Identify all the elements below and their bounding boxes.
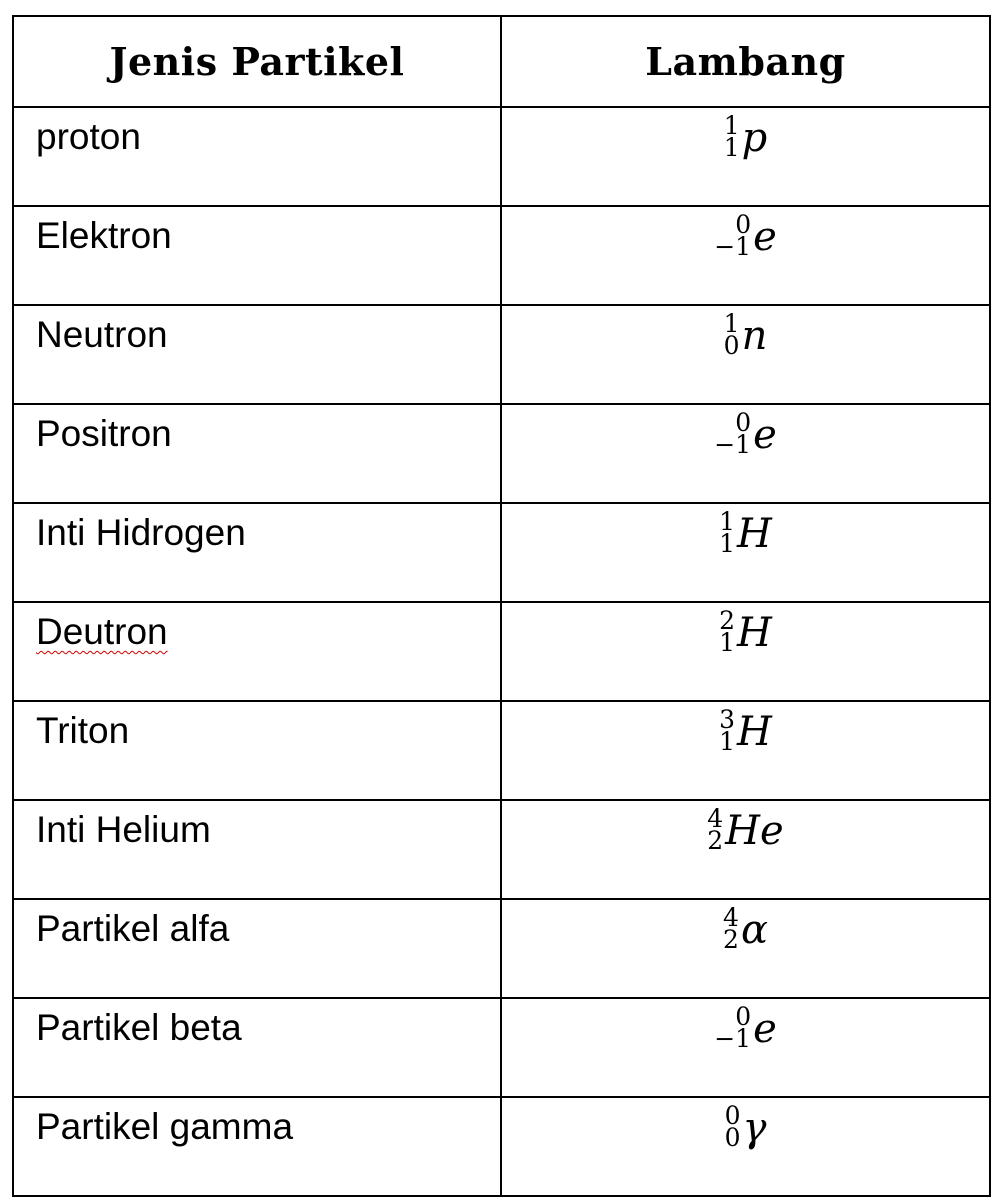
nuclide-notation <box>714 210 777 261</box>
mass-number: 0 <box>735 210 752 239</box>
nuclide-notation <box>707 804 784 855</box>
particle-name: Positron <box>36 413 172 454</box>
nuclide-notation <box>723 903 768 954</box>
particle-symbol-cell <box>501 998 990 1097</box>
particle-symbol-cell <box>501 107 990 206</box>
mass-number: 0 <box>735 1002 752 1031</box>
particle-name-cell <box>13 206 501 305</box>
table-row <box>13 206 990 305</box>
mass-number: 4 <box>723 903 739 932</box>
nuclide-numbers <box>723 309 740 360</box>
nuclide-numbers <box>723 903 739 954</box>
particle-name-cell <box>13 899 501 998</box>
particle-symbol-cell <box>501 503 990 602</box>
atomic-number: 0 <box>724 1123 741 1152</box>
element-symbol: He <box>725 808 784 854</box>
element-symbol: e <box>753 412 777 458</box>
table-row <box>13 503 990 602</box>
atomic-number: 1 <box>719 628 735 657</box>
atomic-number: −1 <box>714 232 752 261</box>
atomic-number: 1 <box>723 133 740 162</box>
particle-symbol-cell <box>501 701 990 800</box>
table-row <box>13 305 990 404</box>
atomic-number: 2 <box>723 925 739 954</box>
mass-number: 1 <box>723 309 740 338</box>
nuclide-notation <box>714 408 777 459</box>
particle-name-cell <box>13 305 501 404</box>
particle-symbol-cell <box>501 602 990 701</box>
particle-name-cell <box>13 404 501 503</box>
particle-symbol-cell <box>501 1097 990 1196</box>
nuclide-numbers <box>719 705 735 756</box>
particle-name-cell <box>13 998 501 1097</box>
table-row <box>13 899 990 998</box>
nuclide-numbers <box>719 606 735 657</box>
particle-name: Partikel gamma <box>36 1106 294 1147</box>
element-symbol: n <box>741 313 768 359</box>
particle-name-cell <box>13 503 501 602</box>
mass-number: 4 <box>707 804 724 833</box>
nuclide-numbers <box>707 804 724 855</box>
table-row <box>13 800 990 899</box>
mass-number: 0 <box>735 408 752 437</box>
particle-name: Inti Hidrogen <box>36 512 246 553</box>
atomic-number: 1 <box>719 529 735 558</box>
element-symbol: H <box>737 709 772 755</box>
nuclide-numbers <box>723 111 740 162</box>
element-symbol: e <box>753 1006 777 1052</box>
element-symbol: α <box>740 907 768 953</box>
atomic-number: −1 <box>714 1024 752 1053</box>
mass-number: 3 <box>719 705 735 734</box>
mass-number: 0 <box>724 1101 741 1130</box>
nuclide-notation <box>724 1101 767 1152</box>
nuclide-notation <box>714 1002 777 1053</box>
element-symbol: p <box>741 115 768 161</box>
nuclide-notation <box>719 606 772 657</box>
header-particle-type: Jenis Partikel <box>13 16 501 107</box>
particle-name: Elektron <box>36 215 172 256</box>
particle-name-cell <box>13 1097 501 1196</box>
particle-table <box>12 15 991 1197</box>
particle-name-cell <box>13 701 501 800</box>
particle-name: Partikel alfa <box>36 908 230 949</box>
particle-name: proton <box>36 116 141 157</box>
nuclide-notation <box>723 309 768 360</box>
particle-symbol-cell <box>501 305 990 404</box>
nuclide-numbers <box>714 408 752 459</box>
particle-name: Triton <box>36 710 130 751</box>
particle-name-cell <box>13 602 501 701</box>
header-row <box>13 16 990 107</box>
element-symbol: e <box>753 214 777 260</box>
particle-name: Inti Helium <box>36 809 211 850</box>
mass-number: 2 <box>719 606 735 635</box>
nuclide-numbers <box>714 210 752 261</box>
mass-number: 1 <box>719 507 735 536</box>
table-row <box>13 107 990 206</box>
particle-name: Neutron <box>36 314 168 355</box>
atomic-number: 0 <box>723 331 740 360</box>
nuclide-notation <box>719 705 772 756</box>
particle-symbol-cell <box>501 404 990 503</box>
particle-name-spellcheck-flagged: Deutron <box>36 611 168 652</box>
table-row <box>13 998 990 1097</box>
header-symbol: Lambang <box>501 16 990 107</box>
table-row <box>13 701 990 800</box>
particle-symbol-cell <box>501 899 990 998</box>
atomic-number: 2 <box>707 826 724 855</box>
nuclide-numbers <box>719 507 735 558</box>
atomic-number: −1 <box>714 430 752 459</box>
atomic-number: 1 <box>719 727 735 756</box>
mass-number: 1 <box>723 111 740 140</box>
nuclide-notation <box>719 507 772 558</box>
nuclide-numbers <box>724 1101 741 1152</box>
particle-symbol-cell <box>501 206 990 305</box>
particle-name-cell <box>13 800 501 899</box>
element-symbol: γ <box>742 1105 767 1151</box>
particle-symbol-cell <box>501 800 990 899</box>
table-row <box>13 602 990 701</box>
particle-name: Partikel beta <box>36 1007 242 1048</box>
table-row <box>13 1097 990 1196</box>
particle-name-cell <box>13 107 501 206</box>
nuclide-notation <box>723 111 768 162</box>
table-body <box>13 107 990 1196</box>
element-symbol: H <box>737 511 772 557</box>
nuclide-numbers <box>714 1002 752 1053</box>
element-symbol: H <box>737 610 772 656</box>
table-row <box>13 404 990 503</box>
